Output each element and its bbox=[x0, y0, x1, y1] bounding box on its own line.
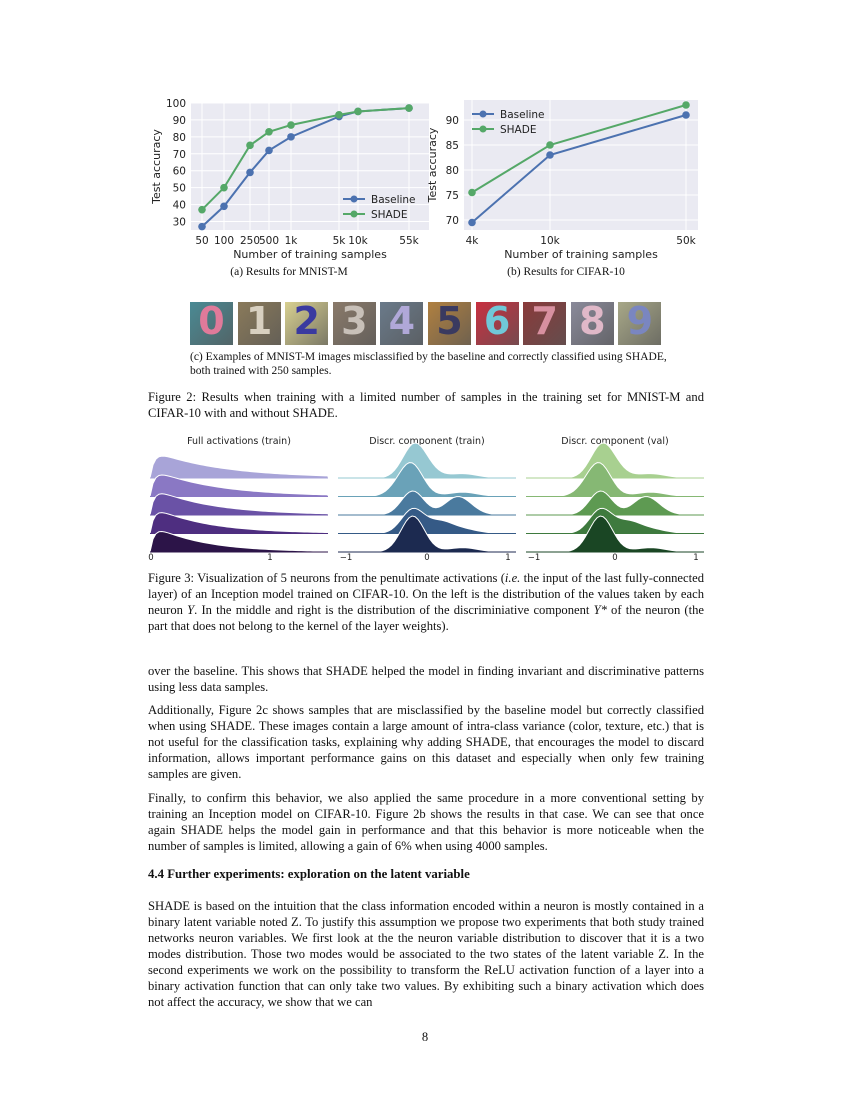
y-tick-label: 70 bbox=[445, 215, 459, 227]
cifar-accuracy-chart bbox=[424, 95, 708, 265]
digit-thumbnail bbox=[571, 302, 614, 345]
digit-thumbnail bbox=[238, 302, 281, 345]
ridge-density bbox=[150, 513, 328, 534]
legend-entry: Baseline bbox=[371, 194, 416, 206]
legend-marker bbox=[480, 111, 487, 118]
neuron-ridge-plots bbox=[140, 432, 712, 564]
digit-glyph: 8 bbox=[579, 302, 606, 343]
y-tick-label: 40 bbox=[172, 199, 186, 212]
x-tick-label: 50k bbox=[676, 235, 696, 247]
ridge-panel-title: Discr. component (val) bbox=[561, 436, 669, 447]
paragraph-1: over the baseline. This shows that SHADE helped the model in finding invariant and discriminative patterns using less data samples. bbox=[148, 664, 704, 694]
digit-glyph: 7 bbox=[531, 302, 558, 343]
data-point-baseline bbox=[468, 219, 476, 227]
digit-thumbnail bbox=[380, 302, 423, 345]
data-point-baseline bbox=[246, 169, 254, 177]
ridge-tick-label: −1 bbox=[339, 553, 353, 563]
subcaption-c: (c) Examples of MNIST-M images misclassified by the baseline and correctly classified using SHADE, both trained with 250 samples. bbox=[190, 351, 667, 377]
legend-entry: Baseline bbox=[500, 109, 545, 121]
y-tick-label: 80 bbox=[445, 165, 459, 177]
data-point-shade bbox=[682, 101, 690, 109]
legend-marker bbox=[480, 126, 487, 133]
x-tick-label: 4k bbox=[465, 235, 479, 247]
ridge-panel-title: Full activations (train) bbox=[187, 436, 291, 447]
ridge-tick-label: 1 bbox=[693, 553, 699, 563]
ridge-tick-label: 1 bbox=[267, 553, 273, 563]
y-tick-label: 90 bbox=[445, 115, 459, 127]
ridge-tick-label: 0 bbox=[424, 553, 430, 563]
ridge-density bbox=[526, 443, 704, 478]
mnist-accuracy-chart bbox=[148, 95, 430, 265]
data-point-shade bbox=[405, 104, 413, 112]
digit-thumbnail bbox=[476, 302, 519, 345]
y-tick-label: 100 bbox=[165, 98, 186, 110]
page-number: 8 bbox=[421, 1030, 429, 1044]
data-point-shade bbox=[546, 141, 554, 149]
y-tick-label: 75 bbox=[445, 190, 459, 202]
digit-thumbnail bbox=[523, 302, 566, 345]
x-tick-label: 500 bbox=[258, 235, 280, 247]
data-point-shade bbox=[468, 189, 476, 197]
ridge-tick-label: 1 bbox=[505, 553, 511, 563]
data-point-baseline bbox=[682, 111, 690, 119]
digit-glyph: 0 bbox=[198, 302, 225, 343]
y-tick-label: 90 bbox=[172, 114, 186, 127]
data-point-shade bbox=[220, 184, 228, 192]
legend-entry: SHADE bbox=[500, 124, 537, 136]
paragraph-2: Additionally, Figure 2c shows samples that are misclassified by the baseline model but correctly classified when using SHADE. These images contain a large amount of intra-class variance (color, texture, etc.) that is not useful for the classification tasks, explaining why adding SHADE, that encourages the model to discard information, allows important performance gains on this dataset and especially when only few training samples are given. bbox=[148, 703, 704, 781]
ridge-tick-label: −1 bbox=[527, 553, 541, 563]
x-tick-label: 100 bbox=[213, 235, 235, 247]
y-axis-label: Test accuracy bbox=[426, 127, 439, 203]
digit-thumbnail bbox=[333, 302, 376, 345]
section-heading: 4.4 Further experiments: exploration on the latent variable bbox=[148, 867, 470, 881]
data-point-shade bbox=[287, 121, 295, 129]
data-point-shade bbox=[198, 206, 206, 214]
paragraph-4: SHADE is based on the intuition that the class information encoded within a neuron is mostly contained in a binary latent variable noted Z. To justify this assumption we propose two experiments that both study trained networks neuron variables. We first look at the the neuron variable distribution to discover that it is a two modes distribution. Those two modes would be associated to the two states of the latent variable Z. In the second experiments we work on the possibility to transform the ReLU activation function of a layer into a binary activation function that can only take two values. By exhibiting such a binary activation which does not affect the accuracy, we show that we can bbox=[148, 899, 704, 1009]
y-tick-label: 80 bbox=[172, 131, 186, 144]
x-tick-label: 10k bbox=[348, 235, 368, 247]
digit-glyph: 3 bbox=[341, 302, 368, 343]
data-point-baseline bbox=[546, 151, 554, 159]
data-point-baseline bbox=[198, 223, 206, 231]
data-point-baseline bbox=[265, 147, 273, 155]
x-tick-label: 5k bbox=[332, 235, 346, 247]
digit-glyph: 5 bbox=[436, 302, 463, 343]
digit-thumbnail bbox=[190, 302, 233, 345]
legend-marker bbox=[351, 196, 358, 203]
y-tick-label: 70 bbox=[172, 148, 186, 161]
legend-entry: SHADE bbox=[371, 209, 408, 221]
digit-glyph: 2 bbox=[293, 302, 320, 343]
x-tick-label: 250 bbox=[239, 235, 261, 247]
subcaption-a: (a) Results for MNIST-M bbox=[230, 266, 348, 278]
y-axis-label: Test accuracy bbox=[150, 129, 163, 204]
x-tick-label: 10k bbox=[540, 235, 560, 247]
ridge-tick-label: 0 bbox=[148, 553, 154, 563]
data-point-shade bbox=[354, 108, 362, 116]
ridge-tick-label: 0 bbox=[612, 553, 618, 563]
digit-thumbnail bbox=[428, 302, 471, 345]
digit-glyph: 1 bbox=[245, 302, 273, 343]
data-point-shade bbox=[335, 111, 343, 119]
digit-thumbnail bbox=[618, 302, 661, 345]
data-point-shade bbox=[246, 142, 254, 150]
ridge-density bbox=[150, 532, 328, 552]
digit-thumbnail bbox=[285, 302, 328, 345]
x-axis-label: Number of training samples bbox=[233, 248, 387, 261]
paragraph-3: Finally, to confirm this behavior, we also applied the same procedure in a more conventional setting by training an Inception model on CIFAR-10. Figure 2b shows the results in that case. We can see that once again SHADE helps the model gain in performance and that this behavior is more noticeable when the number of samples is limited, allowing a gain of 6% when using 4000 samples. bbox=[148, 791, 704, 853]
digit-glyph: 6 bbox=[483, 302, 511, 343]
ridge-density bbox=[338, 443, 516, 478]
legend-marker bbox=[351, 211, 358, 218]
figure-3-caption: Figure 3: Visualization of 5 neurons from the penultimate activations (i.e. the input of the last fully-connected layer) of an Inception model trained on CIFAR-10. On the left is the distribution of the values taken by each neuron Y. In the middle and right is the distribution of the discriminiative component Y* of the neuron (the part that does not belong to the kernel of the layer weights). bbox=[148, 571, 704, 633]
x-tick-label: 50 bbox=[195, 235, 209, 247]
data-point-baseline bbox=[220, 202, 228, 210]
y-tick-label: 30 bbox=[172, 216, 186, 229]
data-point-baseline bbox=[287, 133, 295, 141]
data-point-shade bbox=[265, 128, 273, 136]
ridge-density bbox=[150, 456, 328, 478]
digit-glyph: 4 bbox=[388, 302, 416, 343]
subcaption-b: (b) Results for CIFAR-10 bbox=[507, 266, 625, 278]
x-axis-label: Number of training samples bbox=[504, 248, 658, 261]
x-tick-label: 1k bbox=[284, 235, 298, 247]
ridge-panel-title: Discr. component (train) bbox=[369, 436, 485, 447]
y-tick-label: 85 bbox=[445, 140, 459, 152]
digit-glyph: 9 bbox=[626, 302, 654, 343]
y-tick-label: 50 bbox=[172, 182, 186, 195]
figure-2-caption: Figure 2: Results when training with a limited number of samples in the training set for MNIST-M and CIFAR-10 with and without SHADE. bbox=[148, 390, 704, 420]
y-tick-label: 60 bbox=[172, 165, 186, 178]
x-tick-label: 55k bbox=[399, 235, 419, 247]
